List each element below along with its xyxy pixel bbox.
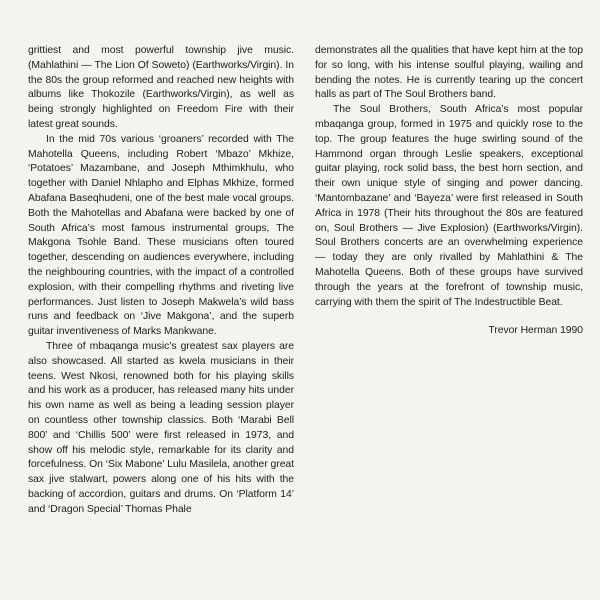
- paragraph: In the mid 70s various ‘groaners’ recorded with The Mahotella Queens, including Robert ‘Mbazo’ Mkhize, ‘Potatoes’ Mazambane, and Joseph Mthimkhulu, who together with Daniel Nhlapho and Elphas Mkhize, formed Abafana Baseqhudeni, one of the best male vocal groups. Both the Mahotellas and Abafana were backed by one of South Africa’s most famous instrumental groups, The Makgona Tsohle Band. These musicians often toured together, descending on audiences everywhere, including the neighbouring countries, with the impact of a controlled explosion, with their compelling rhythms and riveting live performances. Just listen to Joseph Makwela’s wild bass runs and feedback on ‘Jive Makgona’, and the superb guitar inventiveness of Marks Mankwane.: [28, 133, 294, 338]
- paragraph: grittiest and most powerful township jive music. (Mahlathini — The Lion Of Soweto) (Earthworks/Virgin). In the 80s the group reformed and reached new heights with albums like Thokozile (Earthworks/Virgin), as well as being strongly highlighted on Freedom Fire with their latest great sounds.: [28, 45, 294, 130]
- left-column: [28, 44, 294, 518]
- paragraph: Three of mbaqanga music’s greatest sax players are also showcased. All started as kwela musicians in their teens. West Nkosi, renowned both for his playing skills and his work as a producer, has released many hits under his own name as well as being a leading session player on countless other township classics. Both ‘Marabi Bell 800’ and ‘Chillis 500’ were first released in 1973, and show off his melodic style, remarkable for its clarity and forcefulness. On ‘Six Mabone’ Lulu Masilela, another great sax jive stalwart, powers along one of his hits with the backing of accordion, guitars and drums. On ‘Platform 14’ and ‘Dragon Special’ Thomas Phale: [28, 340, 294, 515]
- paragraph: demonstrates all the qualities that have kept him at the top for so long, with his intense soulful playing, wailing and bending the notes. He is currently tearing up the concert halls as part of The Soul Brothers band.: [315, 45, 583, 101]
- author-signature: Trevor Herman 1990: [488, 325, 583, 337]
- right-column: [315, 44, 583, 339]
- paragraph: The Soul Brothers, South Africa’s most popular mbaqanga group, formed in 1975 and quickly rose to the top. The group features the huge swirling sound of the Hammond organ through Leslie speakers, exceptional guitar playing, rock solid bass, the best horn section, and their own unique style of singing and power dancing. ‘Mantombazane’ and ‘Bayeza’ were first released in South Africa in 1978 (Their hits throughout the 80s are featured on, Soul Brothers — Jive Explosion) (Earthworks/Virgin). Soul Brothers concerts are an overwhelming experience — today they are only rivalled by Mahlathini & The Mahotella Queens. Both of these groups have survived through the years at the forefront of township music, carrying with them the spirit of The Indestructible Beat.: [315, 104, 583, 308]
